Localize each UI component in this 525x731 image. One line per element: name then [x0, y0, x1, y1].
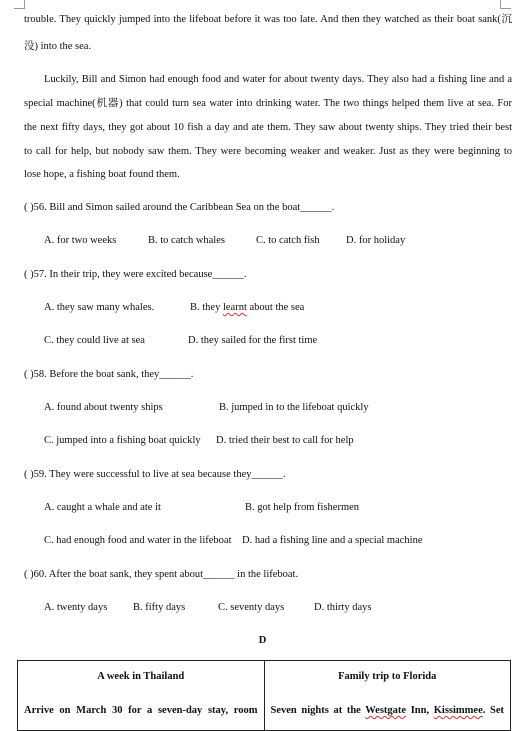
- q60-option-d: D. thirty days: [314, 602, 372, 613]
- page-corner-mark: [500, 0, 511, 9]
- q59-option-a: A. caught a whale and ate it: [44, 502, 161, 513]
- ad-title: Family trip to Florida: [338, 671, 437, 682]
- q57-option-c: C. they could live at sea: [44, 335, 145, 346]
- passage-line: special machine(机器) that could turn sea water into drinking water. The two things helped them live at sea. For: [24, 98, 512, 109]
- section-label: D: [258, 635, 267, 646]
- q59-option-d: D. had a fishing line and a special machine: [242, 535, 423, 546]
- q57-option-a: A. they saw many whales.: [44, 302, 155, 313]
- page-corner-mark: [14, 0, 25, 9]
- q58-option-a: A. found about twenty ships: [44, 402, 163, 413]
- ad-title: A week in Thailand: [97, 671, 185, 682]
- q57-option-d: D. they sailed for the first time: [188, 335, 318, 346]
- q56-option-d: D. for holiday: [346, 235, 406, 246]
- q60-option-a: A. twenty days: [44, 602, 108, 613]
- passage-line: 没) into the sea.: [24, 41, 92, 52]
- q58-option-d: D. tried their best to call for help: [216, 435, 354, 446]
- q56-option-c: C. to catch fish: [256, 235, 320, 246]
- q57-option-b: B. they learnt about the sea: [190, 302, 305, 313]
- passage-line: Luckily, Bill and Simon had enough food and water for about twenty days. They also had a fishing line and a: [44, 74, 512, 85]
- question-58: ( )58. Before the boat sank, they______.: [24, 369, 194, 380]
- q56-option-a: A. for two weeks: [44, 235, 117, 246]
- q59-option-c: C. had enough food and water in the lifeboat: [44, 535, 232, 546]
- passage-line: lose hope, a fishing boat found them.: [24, 169, 180, 180]
- q60-option-c: C. seventy days: [218, 602, 285, 613]
- ad-cell-florida: [264, 661, 511, 731]
- passage-line: trouble. They quickly jumped into the lifeboat before it was too late. And then they watched as their boat sank(沉: [24, 14, 512, 25]
- question-57: ( )57. In their trip, they were excited because______.: [24, 269, 247, 280]
- passage-line: the next fifty days, they got about 10 fish a day and ate them. They saw about twenty ships. They tried their best: [24, 122, 512, 133]
- question-60: ( )60. After the boat sank, they spent about______ in the lifeboat.: [24, 569, 299, 580]
- question-59: ( )59. They were successful to live at sea because they______.: [24, 469, 286, 480]
- ad-body: Arrive on March 30 for a seven-day stay, room: [24, 705, 258, 716]
- ad-body: Seven nights at the Westgate Inn, Kissimmee. Set: [270, 705, 505, 716]
- q58-option-c: C. jumped into a fishing boat quickly: [44, 435, 201, 446]
- q58-option-b: B. jumped in to the lifeboat quickly: [219, 402, 369, 413]
- passage-line: to call for help, but nobody saw them. They were becoming weaker and weaker. Just as they were beginning to: [24, 146, 512, 157]
- ad-cell-thailand: [18, 661, 265, 731]
- q60-option-b: B. fifty days: [133, 602, 186, 613]
- q56-option-b: B. to catch whales: [148, 235, 225, 246]
- q59-option-b: B. got help from fishermen: [245, 502, 360, 513]
- question-56: ( )56. Bill and Simon sailed around the Caribbean Sea on the boat______.: [24, 202, 335, 213]
- advertisement-table: [17, 660, 511, 731]
